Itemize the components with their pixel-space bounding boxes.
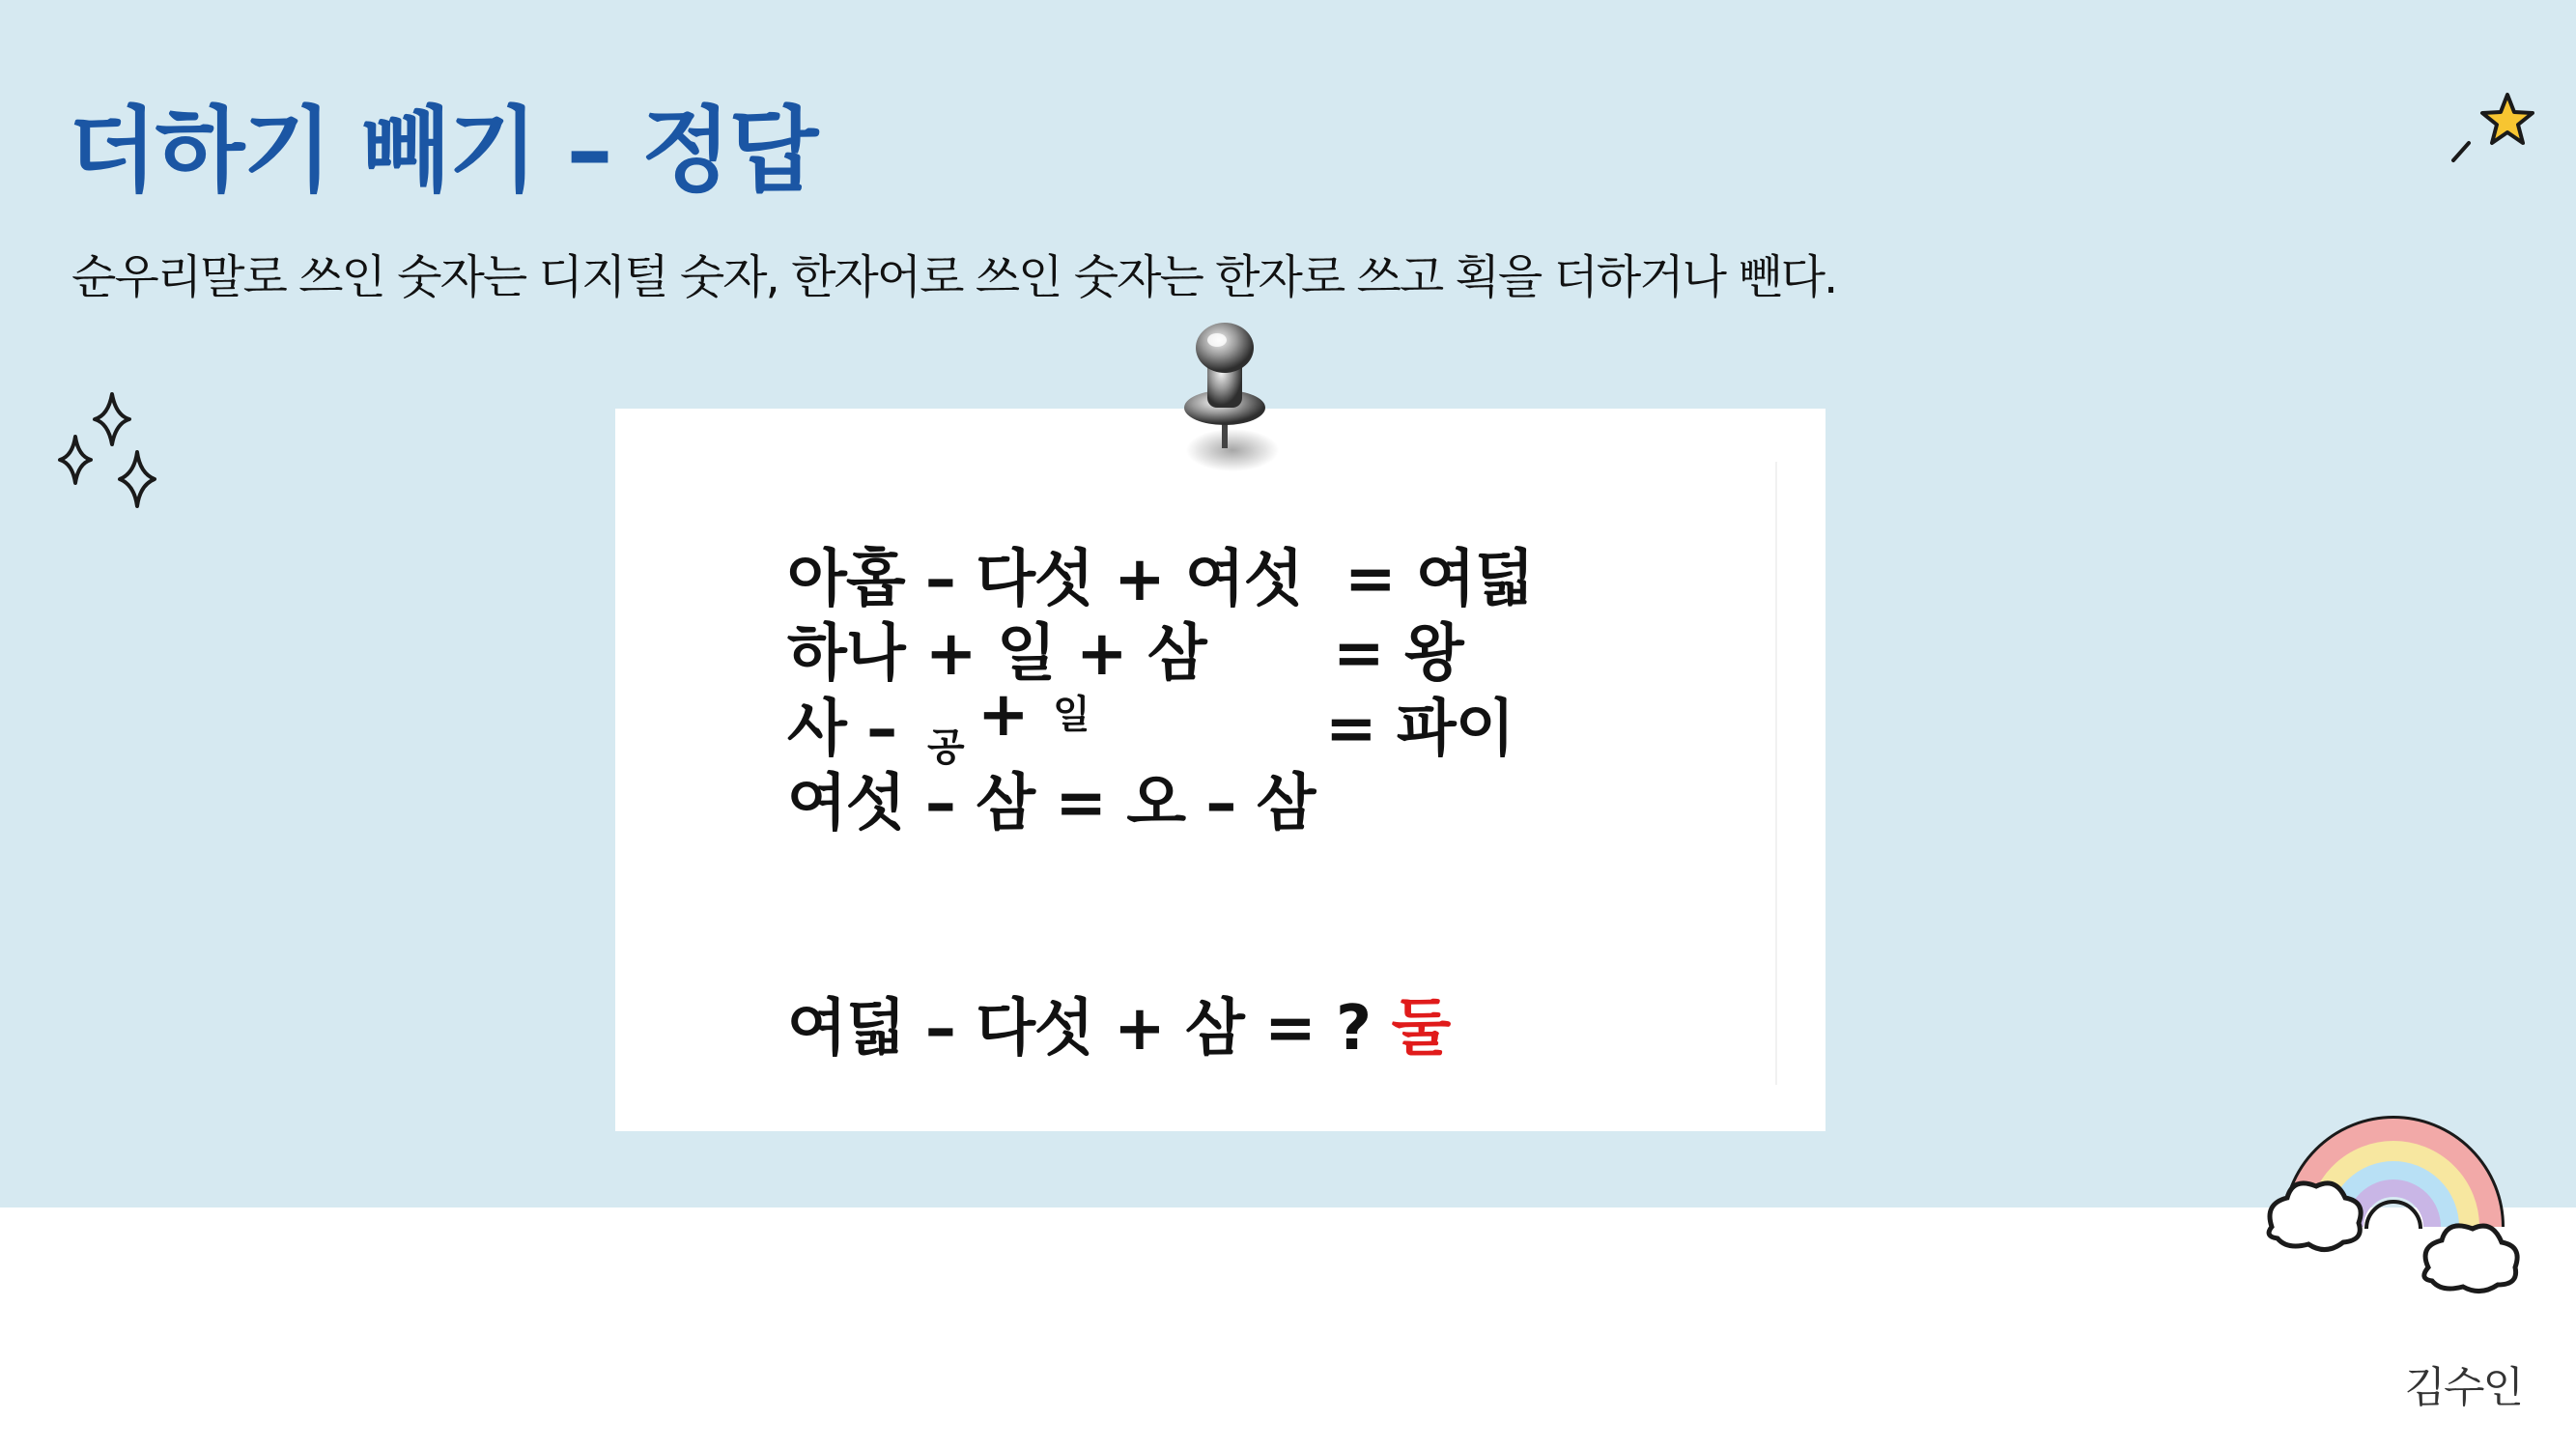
equation-line-2-left: 하나 + 일 + 삼 [787,618,1206,690]
question-text: 여덟 – 다섯 + 삼 = ? [787,993,1372,1065]
question-line [787,979,1450,1067]
equation-line-1-right: = 여덟 [1345,544,1534,615]
card-divider [1775,462,1777,1085]
equation-line-3-prefix: 사 – [787,694,897,765]
equation-line-2-right: = 왕 [1333,618,1463,690]
equation-line-3-right: = 파이 [1325,694,1514,765]
question-answer: 둘 [1391,993,1451,1065]
equation-line-3-subscript: 공 [927,725,964,770]
star-icon [2449,89,2546,166]
pushpin-icon [1169,315,1294,479]
equation-line-3-plus: + [977,679,1029,751]
equation-line-3-superscript: 일 [1053,693,1090,737]
equation-line-4: 여섯 – 삼 = 오 – 삼 [787,768,1316,839]
equation-line-1-left: 아홉 – 다섯 + 여섯 [787,544,1303,615]
sparkle-icon [50,386,166,512]
author-name: 김수인 [2404,1363,2522,1412]
rainbow-icon [2258,1101,2529,1294]
page-title: 더하기 빼기 – 정답 [68,97,817,205]
page-subtitle: 순우리말로 쓰인 숫자는 디지털 숫자, 한자어로 쓰인 숫자는 한자로 쓰고 획을 더하거나 뺀다. [71,250,1837,304]
